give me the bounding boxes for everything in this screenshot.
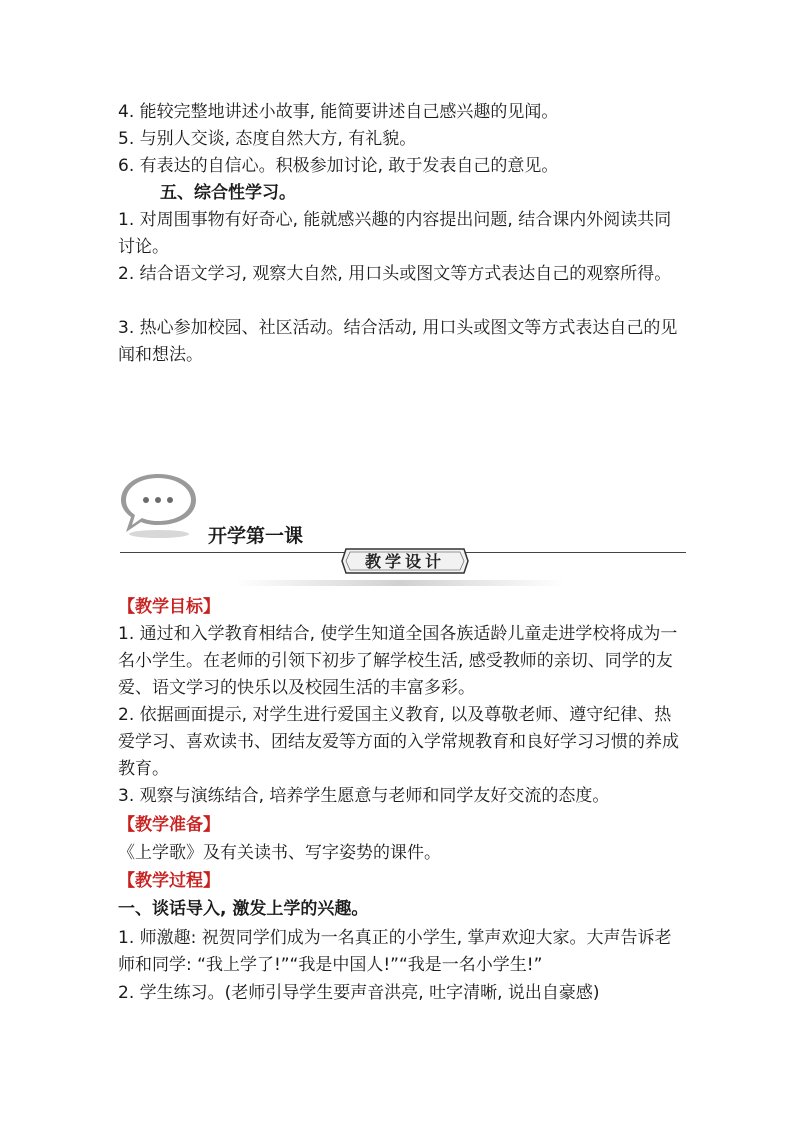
text-line-6: 6. 有表达的自信心。积极参加讨论, 敢于发表自己的意见。	[118, 156, 559, 176]
item-1: 1. 对周围事物有好奇心, 能就感兴趣的内容提出问题, 结合课内外阅读共同讨论。	[118, 210, 672, 257]
item-2: 2. 结合语文学习, 观察大自然, 用口头或图文等方式表达自己的观察所得。	[118, 264, 672, 284]
text-line-5: 5. 与别人交谈, 态度自然大方, 有礼貌。	[118, 129, 417, 149]
process-heading: 【教学过程】	[118, 871, 220, 891]
objective-1: 1. 通过和入学教育相结合, 使学生知道全国各族适龄儿童走进学校将成为一名小学生。在老师的引领下初步了解学校生活, 感受教师的亲切、同学的友爱、语文学习的快乐以及校园生活的丰富多彩。	[118, 624, 678, 698]
lesson-title: 开学第一课	[208, 525, 304, 547]
objective-3: 3. 观察与演练结合, 培养学生愿意与老师和同学友好交流的态度。	[118, 786, 610, 806]
section-5-heading: 五、综合性学习。	[160, 183, 296, 203]
speech-bubble-icon	[118, 470, 203, 540]
prep-heading: 【教学准备】	[118, 815, 220, 835]
objectives-heading: 【教学目标】	[118, 597, 220, 617]
step-1-heading: 一、谈话导入, 激发上学的兴趣。	[118, 899, 369, 919]
prep-text: 《上学歌》及有关读书、写字姿势的课件。	[118, 843, 441, 863]
banner-shadow	[235, 580, 565, 586]
text-line-4: 4. 能较完整地讲述小故事, 能简要讲述自己感兴趣的见闻。	[118, 102, 559, 122]
objective-2: 2. 依据画面提示, 对学生进行爱国主义教育, 以及尊敬老师、遵守纪律、热爱学习、喜欢读书、团结友爱等方面的入学常规教育和良好学习习惯的养成教育。	[118, 705, 679, 779]
step-1-item-2: 2. 学生练习。(老师引导学生要声音洪亮, 吐字清晰, 说出自豪感)	[118, 983, 600, 1003]
item-3: 3. 热心参加校园、社区活动。结合活动, 用口头或图文等方式表达自己的见闻和想法。	[118, 318, 678, 365]
banner-title: 教学设计	[364, 552, 445, 571]
step-1-item-1: 1. 师激趣: 祝贺同学们成为一名真正的小学生, 掌声欢迎大家。大声告诉老师和同学: “我上学了!”“我是中国人!”“我是一名小学生!”	[118, 928, 672, 975]
